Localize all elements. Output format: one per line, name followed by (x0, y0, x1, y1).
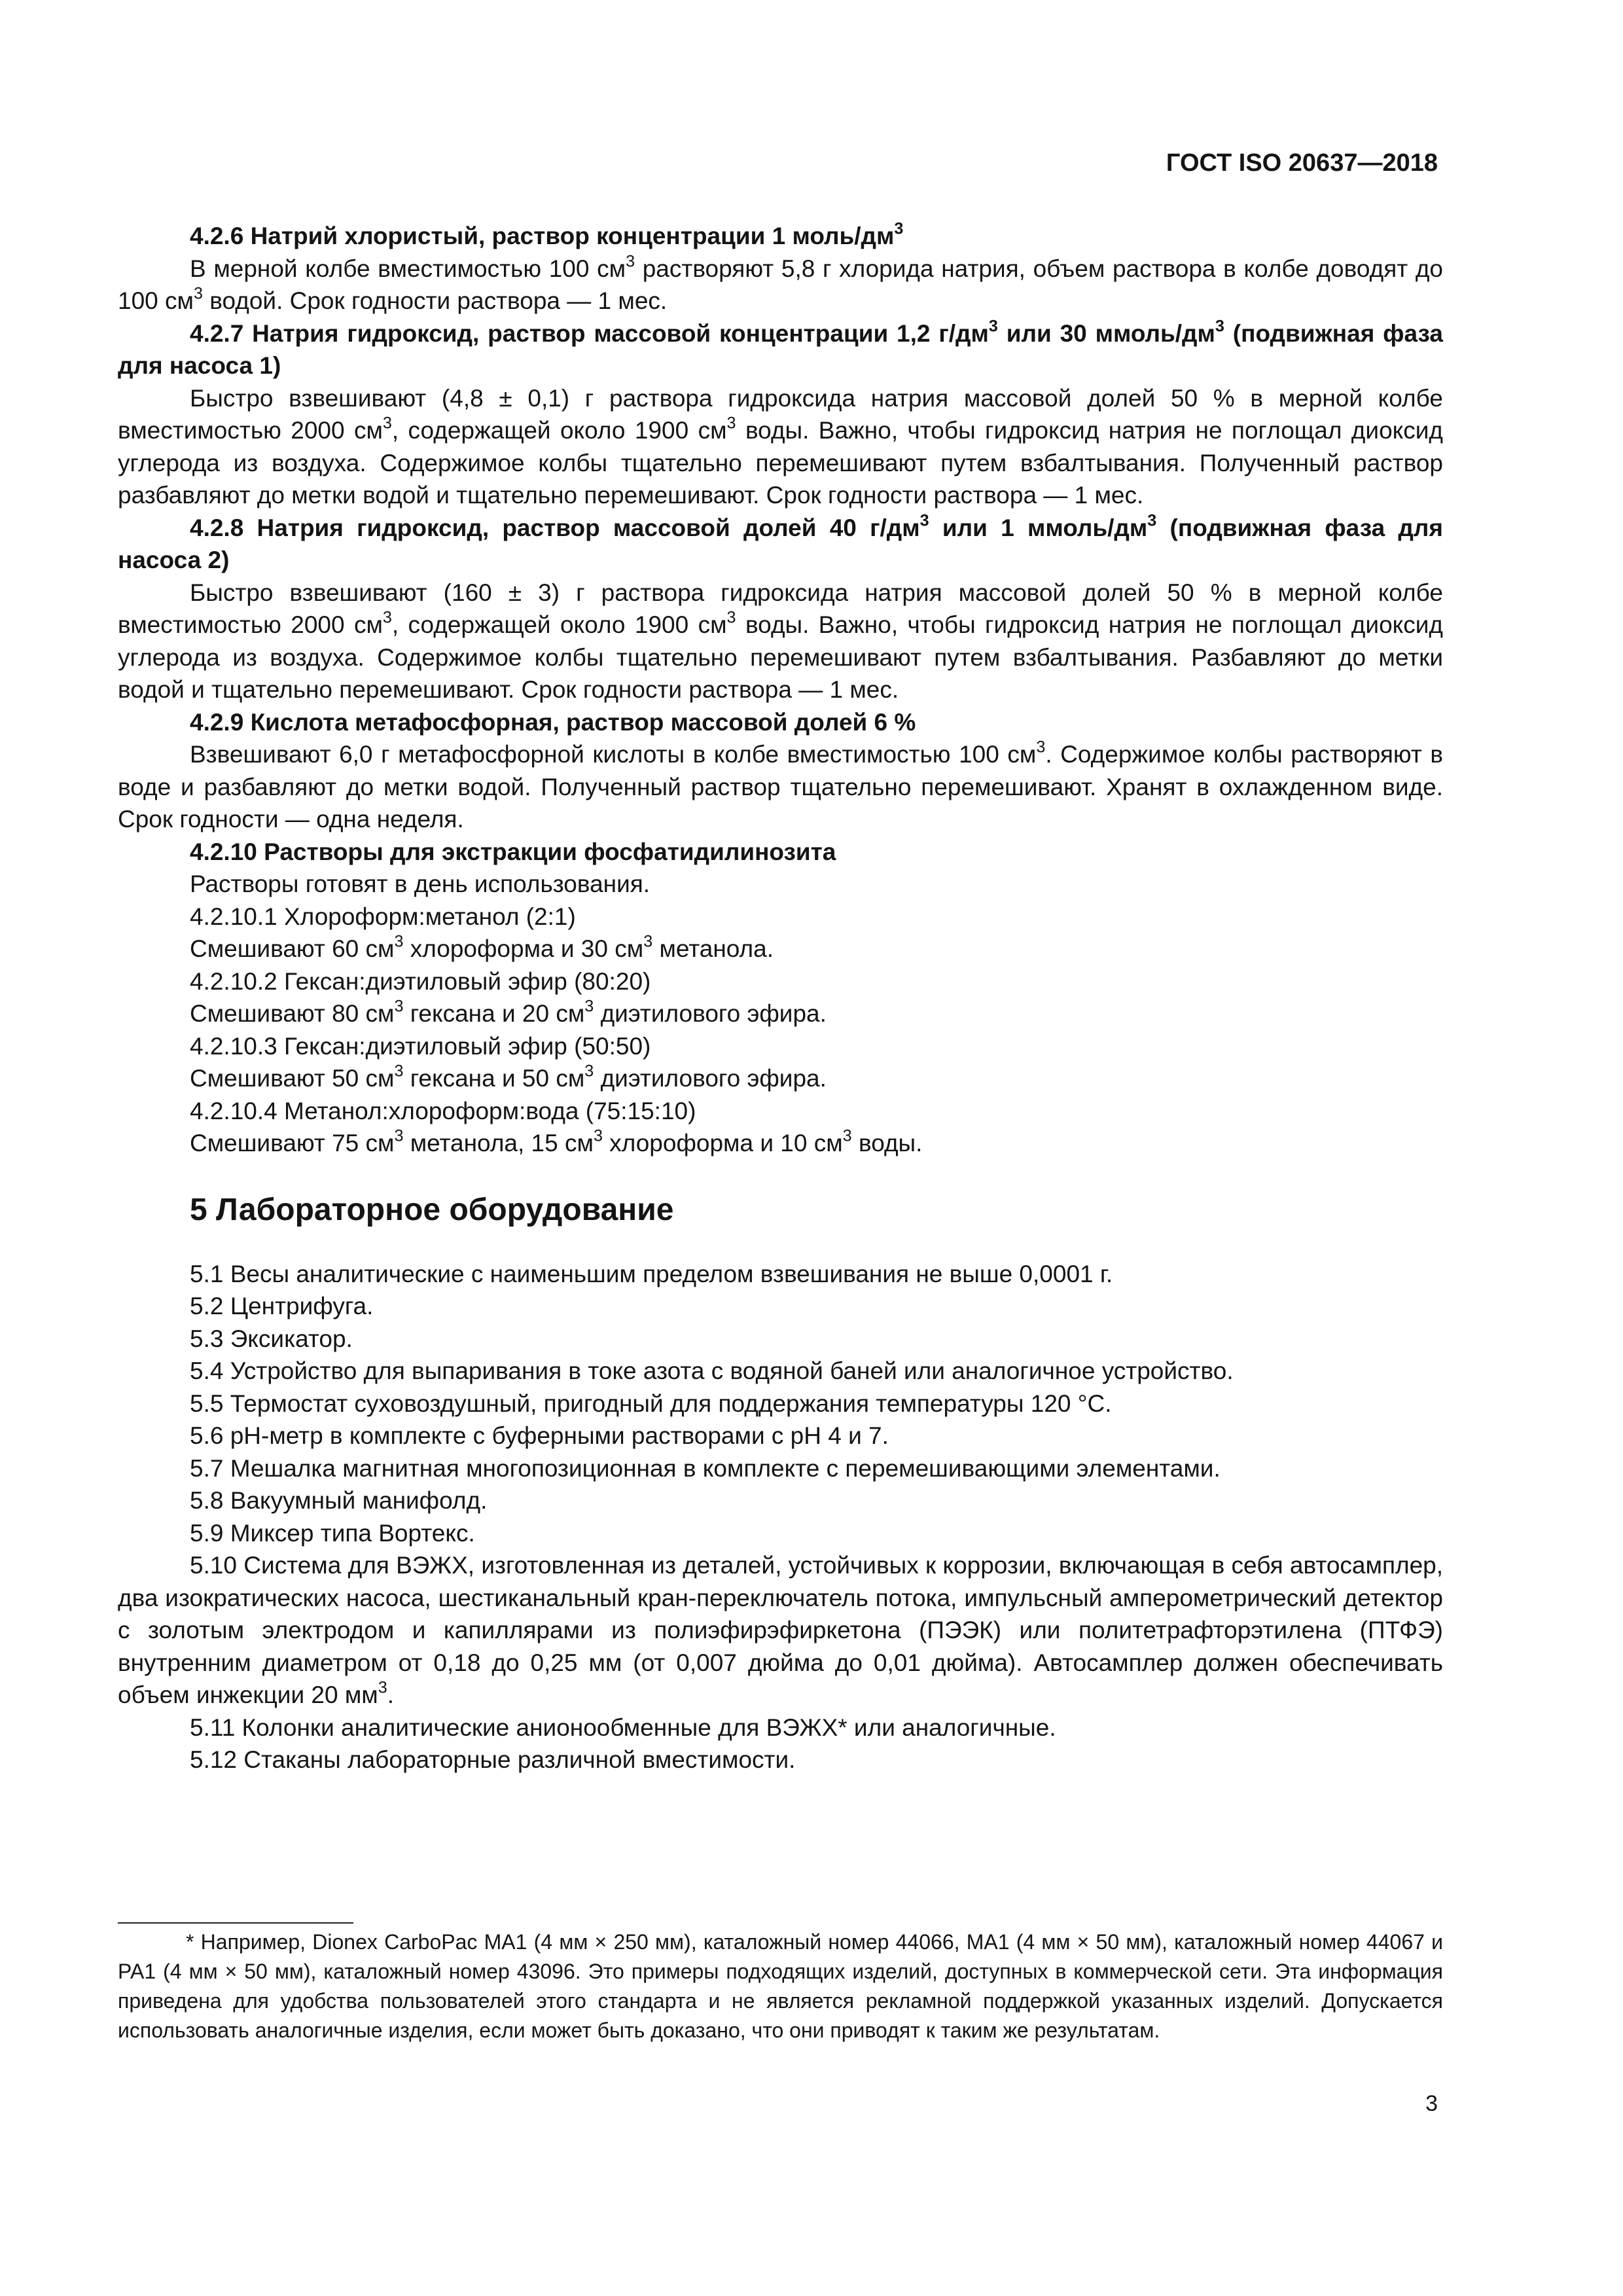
list-item-5-6: 5.6 рН-метр в комплекте с буферными растворами с рН 4 и 7. (190, 1422, 889, 1449)
list-item-5-10: 5.10 Система для ВЭЖХ, изготовленная из деталей, устойчивых к коррозии, включающая в себя автосамплер, два изократических насоса, шестиканальный кран-переключатель потока, импульсный амперометрический детектор с золотым электродом и капиллярами из полиэфирэфиркетона (ПЭЭК) или политетрафторэтилена (ПТФЭ) внутренним диаметром от 0,18 до 0,25 мм (от 0,007 дюйма до 0,01 дюйма). Автосамплер должен обеспечивать объем инжекции 20 $мм^3$. (118, 1552, 1443, 1708)
item-4-2-10-2-title: 4.2.10.2 Гексан:диэтиловый эфир (80:20) (190, 967, 651, 995)
list-item-5-12: 5.12 Стаканы лабораторные различной вместимости. (190, 1746, 796, 1773)
item-4-2-10-1-text: Смешивают 60 $см^3$ хлороформа и 30 $см^3$ метанола. (190, 932, 774, 962)
list-item-5-1: 5.1 Весы аналитические с наименьшим пределом взвешивания не выше 0,0001 г. (190, 1260, 1113, 1287)
list-item-5-2: 5.2 Центрифуга. (190, 1293, 374, 1319)
heading-4-2-7: 4.2.7 Натрия гидроксид, раствор массовой концентрации 1,2 $г/дм^3$ или 30 ммоль/$дм^3$ (подвижная фаза для насоса 1) (118, 316, 1444, 379)
list-item-5-8: 5.8 Вакуумный манифолд. (190, 1487, 488, 1514)
heading-4-2-6: 4.2.6 Натрий хлористый, раствор концентрации 1 моль/$дм^3$ (190, 219, 904, 249)
list-item-5-7: 5.7 Мешалка магнитная многопозиционная в комплекте с перемешивающими элементами. (190, 1454, 1221, 1482)
paragraph-4-2-7: Быстро взвешивают (4,8 ± 0,1) г раствора гидроксида натрия массовой долей 50 % в мерной колбе вместимостью 2000 $см^3$, содержащей около 1900 $см^3$ воды. Важно, чтобы гидроксид натрия не поглощал диоксид углерода из воздуха. Содержимое колбы тщательно перемешивают путем взбалтывания. Полученный раствор разбавляют до метки водой и тщательно перемешивают. Срок годности раствора — 1 мес. (118, 384, 1444, 509)
item-4-2-10-4-text: Смешивают 75 $см^3$ метанола, 15 $см^3$ хлороформа и 10 $см^3$ воды. (190, 1126, 923, 1157)
footnote: * Например, Dionex CarboPac MA1 (4 мм × 250 мм), каталожный номер 44066, MA1 (4 мм × 50 мм), каталожный номер 44067 и PA1 (4 мм × 50 мм), каталожный номер 43096. Это примеры подходящих изделий, доступных в коммерческой сети. Эта информация приведена для удобства пользователей этого стандарта и не является рекламной поддержкой указанных изделий. Допускается использовать аналогичные изделия, если может быть доказано, что они приводят к таким же результатам. (118, 1930, 1443, 2042)
heading-4-2-8: 4.2.8 Натрия гидроксид, раствор массовой долей 40 $г/дм^3$ или 1 ммоль/$дм^3$ (подвижная фаза для насоса 2) (118, 511, 1443, 573)
list-item-5-11: 5.11 Колонки аналитические анионообменные для ВЭЖХ* или аналогичные. (190, 1713, 1056, 1741)
document-body (118, 220, 1443, 1776)
paragraph-4-2-9: Взвешивают 6,0 г метафосфорной кислоты в колбе вместимостью 100 $см^3$. Содержимое колбы растворяют в воде и разбавляют до метки водой. Полученный раствор тщательно перемешивают. Хранят в охлажденном виде. Срок годности — одна неделя. (118, 738, 1443, 833)
item-4-2-10-4-title: 4.2.10.4 Метанол:хлороформ:вода (75:15:10) (190, 1097, 696, 1124)
item-4-2-10-1-title: 4.2.10.1 Хлороформ:метанол (2:1) (190, 903, 576, 930)
list-item-5-3: 5.3 Эксикатор. (190, 1325, 353, 1352)
item-4-2-10-2-text: Смешивают 80 $см^3$ гексана и 20 $см^3$ диэтилового эфира. (190, 997, 827, 1027)
section-5-title: 5 Лабораторное оборудование (190, 1192, 674, 1227)
item-4-2-10-3-text: Смешивают 50 $см^3$ гексана и 50 $см^3$ диэтилового эфира. (190, 1062, 827, 1092)
footnote-separator (118, 1922, 353, 1924)
paragraph-4-2-6: В мерной колбе вместимостью 100 $см^3$ растворяют 5,8 г хлорида натрия, объем раствора в колбе доводят до 100 $см^3$ водой. Срок годности раствора — 1 мес. (118, 251, 1443, 314)
list-item-5-4: 5.4 Устройство для выпаривания в токе азота с водяной баней или аналогичное устройство. (190, 1357, 1234, 1384)
list-item-5-9: 5.9 Миксер типа Вортекс. (190, 1519, 475, 1547)
heading-4-2-10: 4.2.10 Растворы для экстракции фосфатидилинозита (190, 838, 836, 865)
item-4-2-10-3-title: 4.2.10.3 Гексан:диэтиловый эфир (50:50) (190, 1032, 651, 1060)
page-number: 3 (1425, 2091, 1438, 2116)
list-item-5-5: 5.5 Термостат суховоздушный, пригодный для поддержания температуры 120 °С. (190, 1390, 1112, 1417)
document-code-header: ГОСТ ISO 20637—2018 (1166, 149, 1438, 177)
paragraph-4-2-10-intro: Растворы готовят в день использования. (190, 870, 651, 897)
paragraph-4-2-8: Быстро взвешивают (160 ± 3) г раствора гидроксида натрия массовой долей 50 % в мерной колбе вместимостью 2000 $см^3$, содержащей около 1900 $см^3$ воды. Важно, чтобы гидроксид натрия не поглощал диоксид углерода из воздуха. Содержимое колбы тщательно перемешивают путем взбалтывания. Разбавляют до метки водой и тщательно перемешивают. Срок годности раствора — 1 мес. (118, 579, 1444, 703)
heading-4-2-9: 4.2.9 Кислота метафосфорная, раствор массовой долей 6 % (190, 708, 916, 736)
